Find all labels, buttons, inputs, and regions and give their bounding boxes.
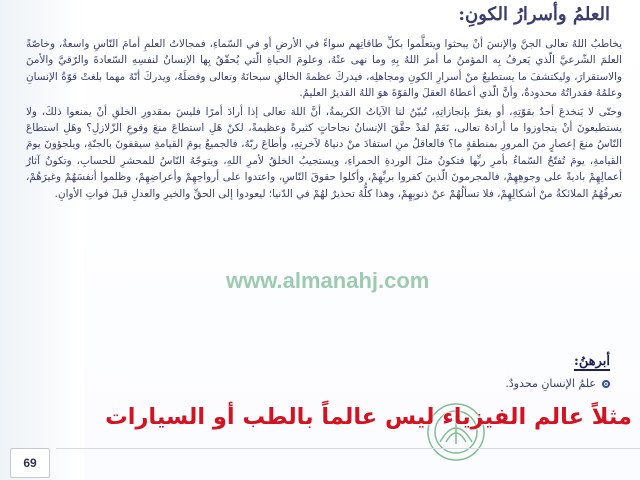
paragraph-1: يخاطبُ اللهُ تعالى الجنَّ والإنسَ أنْ يبحثوا ويتعلَّموا بكلِّ طاقاتِهم سواءً في الأرضِ أو في السّماءِ، فمجالاتُ العلمِ أمامَ النّاسِ واسعةٌ، وخاصّةً العلمَ الشّرعيَّ الّذي يَعرفُ بِه المؤمنُ ما أمرَ اللهُ بِهِ وما نهى عنْهُ، وعلومَ الحياةِ الّتي يُحقّقُ بِها الإنسانُ لنفسِهِ السّعادةَ والرّقيَّ والأمنَ والاستقرارَ، وليكتشفَ ما يستطيعُ منْ أسرارِ الكونِ ومجاهلِه، فيدركَ عظمةَ الخالقِ سبحانَهُ وتعالى وفضلَهُ، ويدركَ أنّهُ مهما بلغتْ قوّةُ الإنسانِ وعلمُهُ فقدراتُهُ محدودةٌ، وأنَّ الّذي أعطاهُ العقلَ والقوّةَ هوَ اللهُ القديرُ العليمُ.	[26, 38, 622, 100]
overlay-caption: مثلاً عالم الفيزياء ليس عالماً بالطب أو السيارات	[105, 404, 632, 430]
bullet-text: علمُ الإنسانِ محدودٌ.	[505, 377, 596, 390]
bullet-item	[505, 377, 610, 390]
bottom-rule	[56, 448, 640, 449]
body-text	[26, 36, 622, 202]
circle-bullet-icon	[602, 380, 610, 388]
section-title: العلمُ وأسرارُ الكونِ:	[458, 4, 610, 25]
subheading: أبرهنُ:	[574, 354, 610, 369]
watermark-url: www.almanahj.com	[226, 268, 430, 293]
paragraph-2: وحتّى لا يَنخدعَ أحدٌ بقوّتِهِ، أو يغترَّ بإنجازاتِهِ، تُبيّنُ لنا الآياتُ الكريمةُ، أنَّ اللهَ تعالى إذا أرادَ أمرًا فليسَ بمقدورِ الخلقِ أنْ يمنعوا ذلكَ، ولا يستطيعونَ أنْ يتجاوزوا ما أرادهُ تعالى، نَعَمْ لقدْ حقَّقَ الإنسانُ نجاحاتٍ كثيرةً وعظيمةً، لكنْ هَلِ استطاعَ منعَ وقوعِ الزّلازلِ؟ وهَلِ استطاعَ النّاسُ منعَ إعصارٍ منَ المرورِ بمنطقةٍ ما؟ فالعاقلُ منِ استفادَ منْ دنياهُ لآخرتِهِ، وأطاعَ ربّهُ، فالجميعُ يومَ القيامةِ سيقفونَ بالجنّةِ، ويلجؤونَ يومَ القيامةِ، يومَ تُفتّحُ السّماءُ بأمرِ ربِّها فتكونُ مثلَ الوردةِ الحمراءِ، ويستجيبُ الخلقُ لأمرِ اللهِ، ويتوجّهُ النّاسُ للمحشرِ للحسابِ، وتكونُ آثارُ أعمالِهِمْ باديةً على وجوهِهِمْ، فالمجرمونَ الّذينَ كفروا بربِّهِمْ، وأكلوا حقوقَ النّاسِ، واعتدوا على أرواحِهِمْ وأعراضِهِمْ، وظلموا أنفسَهُمْ وغيرَهُمْ، تعرفُهُمُ الملائكةُ منْ أشكالِهِمْ، فلا تسألُهُمْ عنْ ذنوبِهِمْ، وهذا كلُّهُ تحذيرٌ لهُمْ في الدّنيا؛ ليعودوا إلى الحقِّ والخيرِ والعدلِ قبلَ فواتِ الأوانِ.	[26, 105, 622, 200]
page-number: 69	[10, 448, 50, 478]
